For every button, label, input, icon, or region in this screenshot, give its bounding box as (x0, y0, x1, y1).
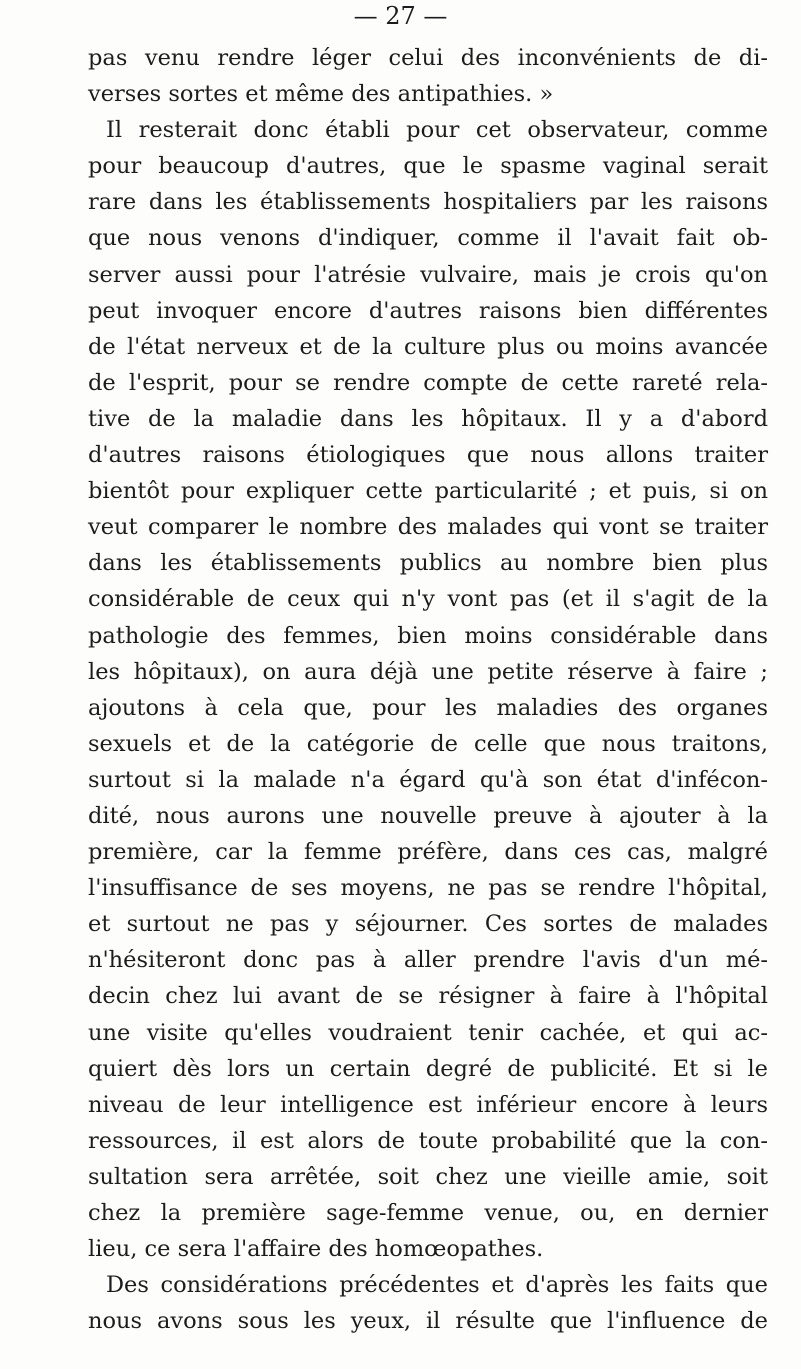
text-line: ajoutons à cela que, pour les maladies des organes (88, 694, 768, 721)
text-line: server aussi pour l'atrésie vulvaire, mais je crois qu'on (88, 261, 768, 288)
text-line: une visite qu'elles voudraient tenir cachée, et qui ac- (88, 1019, 768, 1046)
text-line: dans les établissements publics au nombre bien plus (88, 550, 768, 577)
text-line: pour beaucoup d'autres, que le spasme vaginal serait (88, 153, 768, 180)
text-line: tive de la maladie dans les hôpitaux. Il y a d'abord (88, 405, 768, 432)
text-line: pas venu rendre léger celui des inconvénients de di- (88, 45, 768, 71)
body-text (88, 40, 768, 1339)
text-line: bientôt pour expliquer cette particularité ; et puis, si on (88, 478, 768, 505)
text-line: ressources, il est alors de toute probabilité que la con- (88, 1127, 768, 1154)
text-line: quiert dès lors un certain degré de publicité. Et si le (88, 1055, 768, 1082)
text-line: l'insuffisance de ses moyens, ne pas se rendre l'hôpital, (88, 875, 768, 902)
text-line: chez la première sage-femme venue, ou, en dernier (88, 1200, 768, 1226)
text-line: d'autres raisons étiologiques que nous allons traiter (88, 442, 768, 469)
text-line: pathologie des femmes, bien moins considérable dans (88, 622, 768, 649)
text-line: n'hésiteront donc pas à aller prendre l'avis d'un mé- (88, 947, 768, 974)
text-line: et surtout ne pas y séjourner. Ces sortes de malades (88, 911, 768, 938)
text-line: première, car la femme préfère, dans ces cas, malgré (88, 839, 768, 866)
text-line: decin chez lui avant de se résigner à faire à l'hôpital (88, 983, 768, 1010)
text-line: veut comparer le nombre des malades qui vont se traiter (88, 514, 768, 541)
text-line: nous avons sous les yeux, il résulte que l'influence de (88, 1308, 768, 1335)
text-line: niveau de leur intelligence est inférieur encore à leurs (88, 1091, 768, 1118)
text-line: dité, nous aurons une nouvelle preuve à ajouter à la (88, 802, 768, 829)
text-line: surtout si la malade n'a égard qu'à son état d'infécon- (88, 766, 768, 793)
page-number: — 27 — (353, 2, 448, 30)
text-line: peut invoquer encore d'autres raisons bien différentes (88, 297, 768, 324)
text-line: lieu, ce sera l'affaire des homœopathes. (88, 1236, 544, 1263)
text-line: de l'esprit, pour se rendre compte de cette rareté rela- (88, 369, 768, 396)
text-line: Il resterait donc établi pour cet observateur, comme (106, 117, 768, 144)
text-line: verses sortes et même des antipathies. » (88, 81, 554, 108)
text-line: que nous venons d'indiquer, comme il l'avait fait ob- (88, 225, 768, 252)
text-line: de l'état nerveux et de la culture plus ou moins avancée (88, 333, 768, 360)
text-line: Des considérations précédentes et d'après les faits que (106, 1272, 768, 1299)
text-line: considérable de ceux qui n'y vont pas (et il s'agit de la (88, 586, 768, 613)
text-line: les hôpitaux), on aura déjà une petite réserve à faire ; (88, 658, 768, 685)
text-line: rare dans les établissements hospitaliers par les raisons (88, 189, 768, 216)
text-line: sultation sera arrêtée, soit chez une vieille amie, soit (88, 1163, 768, 1190)
text-line: sexuels et de la catégorie de celle que nous traitons, (88, 730, 768, 757)
